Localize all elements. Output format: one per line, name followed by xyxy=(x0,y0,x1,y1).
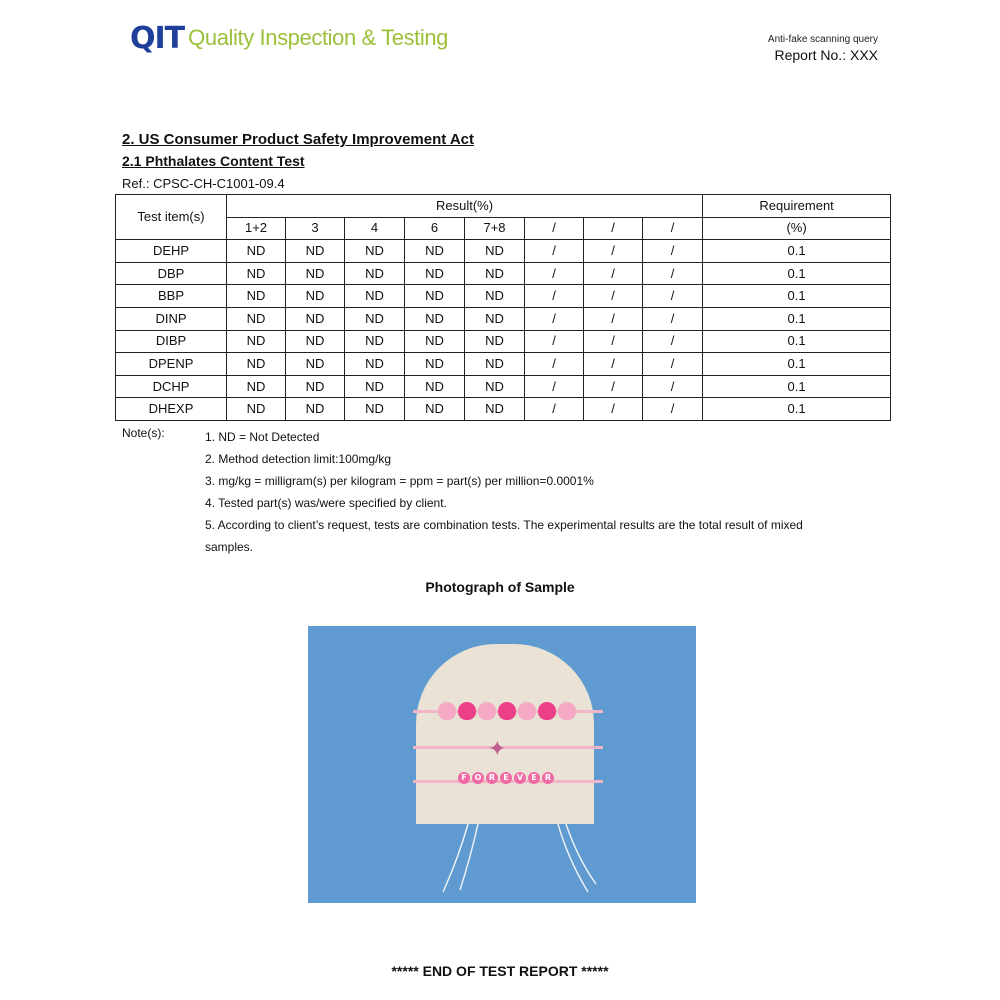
notes-list xyxy=(205,426,845,558)
letter-bead: R xyxy=(542,772,554,784)
test-item-cell: DPENP xyxy=(116,353,227,376)
result-cell: ND xyxy=(465,262,525,285)
note-line: 5. According to client’s request, tests are combination tests. The experimental results are the total result of mixed samples. xyxy=(205,518,803,554)
result-cell: ND xyxy=(286,398,345,421)
result-cell: / xyxy=(584,285,643,308)
bead xyxy=(538,702,556,720)
heart-bead-bracelet xyxy=(438,702,576,720)
result-cell: / xyxy=(643,285,703,308)
result-header: Result(%) xyxy=(227,195,703,218)
result-cell: ND xyxy=(465,353,525,376)
result-cell: ND xyxy=(345,398,405,421)
butterfly-charm-icon: ✦ xyxy=(488,736,507,761)
result-cell: / xyxy=(643,307,703,330)
logo-mark: QIT xyxy=(130,20,185,56)
company-logo xyxy=(130,22,448,54)
test-item-cell: DEHP xyxy=(116,240,227,263)
bead xyxy=(518,702,536,720)
result-cell: ND xyxy=(405,240,465,263)
result-cell: ND xyxy=(465,398,525,421)
sample-column-header: / xyxy=(584,217,643,240)
requirement-cell: 0.1 xyxy=(703,307,891,330)
result-cell: ND xyxy=(227,375,286,398)
letter-bead-bracelet xyxy=(458,772,554,784)
result-cell: ND xyxy=(286,262,345,285)
result-cell: / xyxy=(525,353,584,376)
result-cell: ND xyxy=(405,353,465,376)
requirement-cell: 0.1 xyxy=(703,398,891,421)
result-cell: ND xyxy=(286,353,345,376)
bead xyxy=(438,702,456,720)
result-cell: ND xyxy=(465,330,525,353)
result-cell: ND xyxy=(227,398,286,421)
sample-column-header: / xyxy=(643,217,703,240)
report-header-info xyxy=(768,34,878,63)
photo-title: Photograph of Sample xyxy=(425,579,575,595)
bead xyxy=(458,702,476,720)
result-cell: / xyxy=(525,307,584,330)
result-cell: / xyxy=(525,240,584,263)
result-cell: / xyxy=(525,398,584,421)
letter-bead: E xyxy=(528,772,540,784)
requirement-cell: 0.1 xyxy=(703,262,891,285)
sample-photograph xyxy=(308,626,696,903)
table-row xyxy=(116,353,891,376)
result-cell: ND xyxy=(465,375,525,398)
result-cell: ND xyxy=(227,330,286,353)
test-item-cell: BBP xyxy=(116,285,227,308)
sample-column-header: 1+2 xyxy=(227,217,286,240)
result-cell: ND xyxy=(286,307,345,330)
result-cell: / xyxy=(643,330,703,353)
result-cell: / xyxy=(584,330,643,353)
sample-column-header: 7+8 xyxy=(465,217,525,240)
result-cell: ND xyxy=(286,285,345,308)
result-cell: ND xyxy=(405,398,465,421)
reference-standard: Ref.: CPSC-CH-C1001-09.4 xyxy=(122,176,285,191)
requirement-header: Requirement xyxy=(703,195,891,218)
result-cell: ND xyxy=(345,285,405,308)
result-cell: ND xyxy=(345,262,405,285)
result-cell: / xyxy=(584,240,643,263)
result-cell: ND xyxy=(227,307,286,330)
bracelet-strap xyxy=(413,746,603,749)
result-cell: ND xyxy=(405,375,465,398)
result-cell: / xyxy=(584,262,643,285)
sample-column-header: 3 xyxy=(286,217,345,240)
result-cell: ND xyxy=(286,240,345,263)
letter-bead: R xyxy=(486,772,498,784)
result-cell: / xyxy=(584,353,643,376)
result-cell: ND xyxy=(345,353,405,376)
result-cell: ND xyxy=(345,375,405,398)
result-cell: / xyxy=(584,398,643,421)
results-body xyxy=(116,240,891,421)
result-cell: / xyxy=(643,240,703,263)
note-line: 4. Tested part(s) was/were specified by client. xyxy=(205,496,447,510)
result-cell: ND xyxy=(405,330,465,353)
report-number: Report No.: XXX xyxy=(774,47,878,63)
sample-column-header: / xyxy=(525,217,584,240)
end-of-report: ***** END OF TEST REPORT ***** xyxy=(391,963,609,979)
requirement-cell: 0.1 xyxy=(703,285,891,308)
result-cell: / xyxy=(525,262,584,285)
bracelet-strings xyxy=(438,824,598,894)
result-cell: ND xyxy=(345,307,405,330)
table-row xyxy=(116,262,891,285)
sample-column-header: 4 xyxy=(345,217,405,240)
sample-header-row xyxy=(116,217,891,240)
letter-bead: V xyxy=(514,772,526,784)
bead xyxy=(558,702,576,720)
result-cell: ND xyxy=(465,240,525,263)
logo-text: Quality Inspection & Testing xyxy=(188,25,449,50)
note-line: 3. mg/kg = milligram(s) per kilogram = ppm = part(s) per million=0.0001% xyxy=(205,474,594,488)
requirement-cell: 0.1 xyxy=(703,330,891,353)
test-item-cell: DHEXP xyxy=(116,398,227,421)
test-item-header: Test item(s) xyxy=(116,195,227,240)
result-cell: ND xyxy=(405,307,465,330)
sample-column-header: 6 xyxy=(405,217,465,240)
requirement-unit: (%) xyxy=(703,217,891,240)
result-cell: / xyxy=(525,285,584,308)
requirement-cell: 0.1 xyxy=(703,353,891,376)
result-cell: / xyxy=(643,353,703,376)
note-line: 2. Method detection limit:100mg/kg xyxy=(205,452,392,466)
test-item-cell: DINP xyxy=(116,307,227,330)
test-item-cell: DIBP xyxy=(116,330,227,353)
section-title: 2. US Consumer Product Safety Improvement Act xyxy=(122,131,475,148)
antifake-query-label: Anti-fake scanning query xyxy=(767,34,878,45)
result-cell: / xyxy=(525,375,584,398)
result-cell: / xyxy=(643,375,703,398)
result-cell: ND xyxy=(345,330,405,353)
letter-bead: O xyxy=(472,772,484,784)
table-row xyxy=(116,285,891,308)
test-item-cell: DCHP xyxy=(116,375,227,398)
table-row xyxy=(116,375,891,398)
result-cell: / xyxy=(584,375,643,398)
table-row xyxy=(116,307,891,330)
bead xyxy=(478,702,496,720)
notes-label: Note(s): xyxy=(122,426,165,440)
requirement-cell: 0.1 xyxy=(703,240,891,263)
note-line: 1. ND = Not Detected xyxy=(205,430,320,444)
table-row xyxy=(116,330,891,353)
bead xyxy=(498,702,516,720)
result-cell: ND xyxy=(345,240,405,263)
letter-bead: F xyxy=(458,772,470,784)
result-cell: ND xyxy=(465,285,525,308)
result-cell: ND xyxy=(286,375,345,398)
result-cell: ND xyxy=(405,262,465,285)
table-row xyxy=(116,240,891,263)
result-cell: ND xyxy=(286,330,345,353)
result-cell: ND xyxy=(227,262,286,285)
result-cell: ND xyxy=(227,353,286,376)
result-cell: / xyxy=(643,262,703,285)
phthalates-results-table xyxy=(115,194,891,421)
letter-bead: E xyxy=(500,772,512,784)
table-row xyxy=(116,398,891,421)
result-cell: / xyxy=(525,330,584,353)
result-cell: ND xyxy=(227,240,286,263)
result-cell: ND xyxy=(405,285,465,308)
result-cell: / xyxy=(643,398,703,421)
result-cell: ND xyxy=(465,307,525,330)
subsection-title: 2.1 Phthalates Content Test xyxy=(122,153,305,169)
requirement-cell: 0.1 xyxy=(703,375,891,398)
result-cell: ND xyxy=(227,285,286,308)
result-cell: / xyxy=(584,307,643,330)
test-item-cell: DBP xyxy=(116,262,227,285)
